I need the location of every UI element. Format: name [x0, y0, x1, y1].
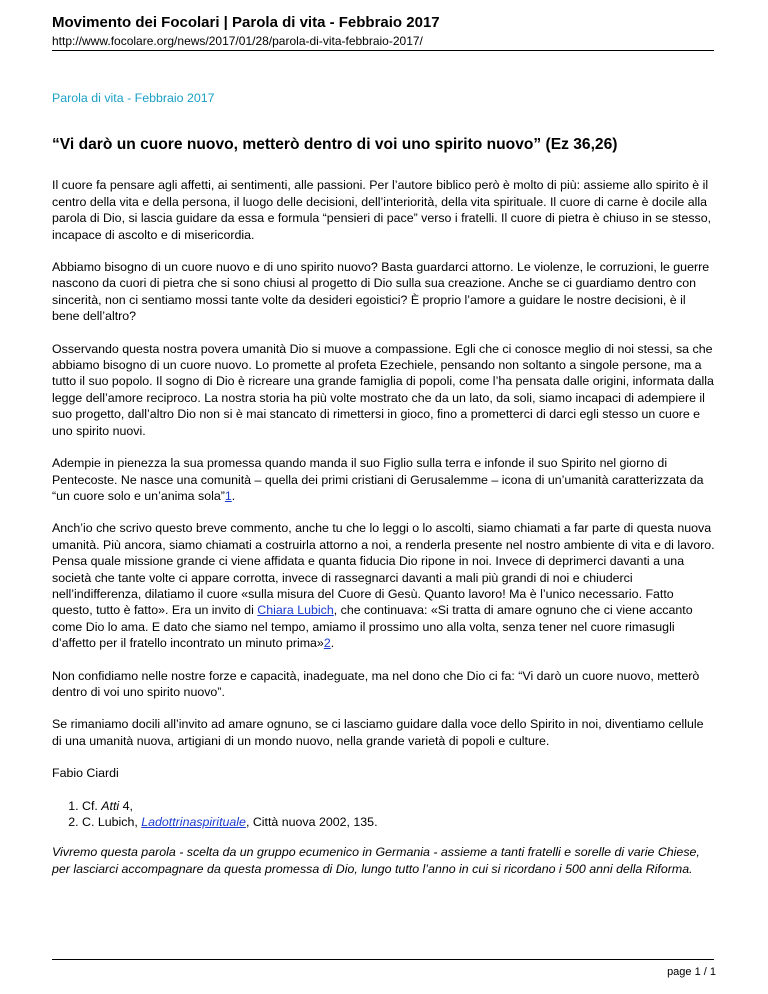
- footnote-text: C. Lubich,: [82, 815, 142, 829]
- footnote-item: [82, 814, 716, 830]
- header-divider: [52, 50, 714, 51]
- site-title: Movimento dei Focolari | Parola di vita - Febbraio 2017: [52, 14, 440, 31]
- footnote-link-2[interactable]: 2: [323, 636, 331, 651]
- closing-note: Vivremo questa parola - scelta da un gruppo ecumenico in Germania - assieme a tanti fratelli e sorelle di varie Chiese, per lasciarci accompagnare da questa promessa di Dio, lungo tutto l’anno in cui si ricordano i 500 anni della Riforma.: [52, 845, 700, 876]
- footnote-text: , Città nuova 2002, 135.: [245, 815, 378, 829]
- paragraph-text: Adempie in pienezza la sua promessa quando manda il suo Figlio sulla terra e infonde il suo Spirito nel giorno di Pentecoste. Ne nasce una comunità – quella dei primi cristiani di Gerusalemme – icona di un’umanità caratterizzata da “un cuore solo e un’anima sola”: [52, 456, 704, 503]
- paragraph: Non confidiamo nelle nostre forze e capacità, inadeguate, ma nel dono che Dio ci fa: “Vi darò un cuore nuovo, metterò dentro di voi uno spirito nuovo”.: [52, 668, 700, 699]
- book-link[interactable]: [141, 815, 246, 829]
- footnote-text: Cf.: [82, 798, 102, 813]
- footnote-italic: Atti: [101, 798, 120, 813]
- paragraph-end: .: [231, 488, 236, 503]
- footnote-link-1[interactable]: 1: [224, 488, 232, 503]
- author: Fabio Ciardi: [52, 766, 119, 781]
- chiara-lubich-link[interactable]: Chiara Lubich: [257, 603, 334, 618]
- paragraph: Abbiamo bisogno di un cuore nuovo e di uno spirito nuovo? Basta guardarci attorno. Le violenze, le corruzioni, le guerre nascono da cuori di pietra che si sono chiusi al progetto di Dio sulla sua creazione. Anche se ci guardiamo dentro con sincerità, non ci sentiamo mossi tante volte da desideri egoistici? È proprio l’amore a guidare le nostre decisioni, è il bene dell’altro?: [52, 260, 710, 324]
- paragraph-text: Anch’io che scrivo questo breve commento, anche tu che lo leggi o lo ascolti, siamo chiamati a far parte di questa nuova umanità. Più ancora, siamo chiamati a costruirla attorno a noi, a renderla presente nel nostro ambiente di vita e di lavoro. Pensa quale missione grande ci viene affidata e quanta fiducia Dio ripone in noi. Invece di deprimerci davanti a una società che tante volte ci appare corrotta, invece di rassegnarci davanti a mali più grandi di noi e chiuderci nell’indifferenza, dilatiamo il cuore «sulla misura del Cuore di Gesù. Quanto lavoro! Ma è l’unico necessario. Fatto questo, tutto è fatto». Era un invito di: [52, 521, 715, 618]
- page-header: [52, 14, 714, 49]
- footer-divider: [52, 959, 714, 960]
- footnote-text: 4,: [119, 798, 133, 813]
- article-body: [52, 177, 716, 877]
- paragraph-text: , che continuava: «Si tratta di amare ognuno che ci viene accanto come Dio lo ama. E dato che siamo nel tempo, amiamo il prossimo uno alla volta, senza tener nel cuore rimasugli d’affetto per il fratello incontrato un minuto prima»: [52, 603, 693, 651]
- paragraph: Osservando questa nostra povera umanità Dio si muove a compassione. Egli che ci conosce meglio di noi stessi, sa che abbiamo bisogno di un cuore nuovo. Lo promette al profeta Ezechiele, pensando non soltanto a singole persone, ma a tutto il suo popolo. Il sogno di Dio è ricreare una grande famiglia di popoli, come l’ha pensata dalle origini, informata dalla legge dell’amore reciproco. La nostra storia ha più volte mostrato che da un lato, da soli, siamo incapaci di adempiere il suo progetto, dall’altro Dio non si è mai stancato di rimettersi in gioco, fino a prometterci di darci egli stesso un cuore e uno spirito nuovi.: [52, 341, 714, 438]
- page-url: http://www.focolare.org/news/2017/01/28/parola-di-vita-febbraio-2017/: [52, 34, 423, 48]
- section-link[interactable]: Parola di vita - Febbraio 2017: [52, 91, 215, 105]
- paragraph-end: .: [330, 636, 335, 651]
- paragraph: [52, 520, 716, 651]
- footnotes-list: [52, 798, 716, 831]
- book-title: Ladottrinaspirituale: [141, 815, 246, 829]
- article-title: “Vi darò un cuore nuovo, metterò dentro di voi uno spirito nuovo” (Ez 36,26): [52, 136, 618, 154]
- paragraph: Se rimaniamo docili all’invito ad amare ognuno, se ci lasciamo guidare dalla voce dello Spirito in noi, diventiamo cellule di una umanità nuova, artigiani di un mondo nuovo, nella grande varietà di popoli e culture.: [52, 717, 704, 748]
- article-content: [52, 90, 716, 893]
- page-number: page 1 / 1: [667, 966, 716, 978]
- paragraph: Il cuore fa pensare agli affetti, ai sentimenti, alle passioni. Per l’autore biblico però è molto di più: assieme allo spirito è il centro della vita e della persona, il luogo delle decisioni, dell’interiorità, della vita spirituale. Il cuore di carne è docile alla parola di Dio, si lascia guidare da essa e formula “pensieri di pace” verso i fratelli. Il cuore di pietra è chiuso in se stesso, incapace di ascolto e di misericordia.: [52, 178, 712, 242]
- paragraph: [52, 455, 716, 504]
- footnote-item: [82, 798, 716, 814]
